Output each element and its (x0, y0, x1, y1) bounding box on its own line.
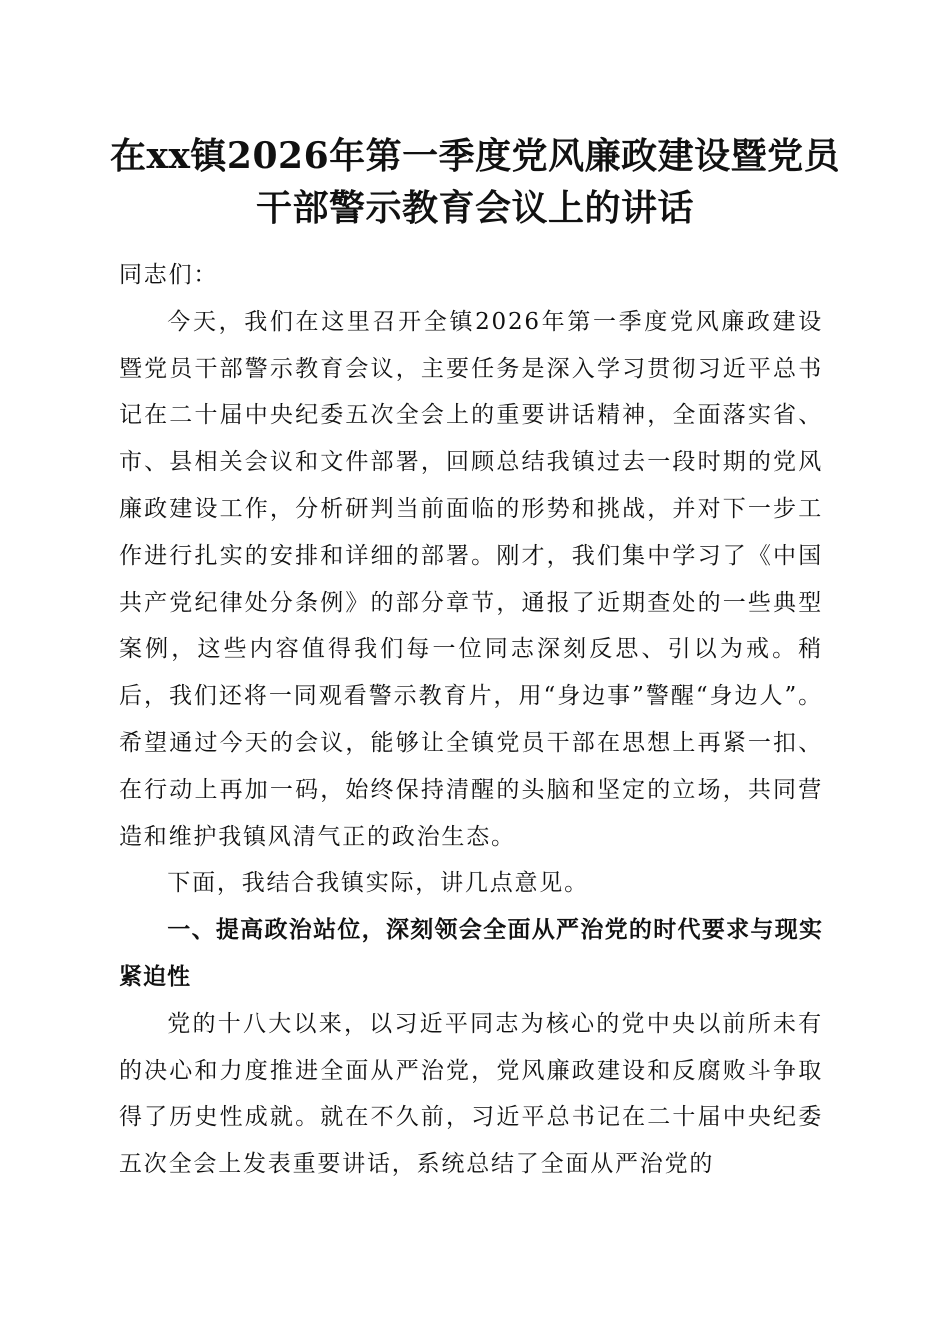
salutation: 同志们： (119, 262, 219, 288)
section-heading: 一、提高政治站位，深刻领会全面从严治党的时代要求与现实紧迫性 (119, 917, 823, 990)
document-body (119, 252, 823, 1188)
body-paragraph: 下面，我结合我镇实际，讲几点意见。 (167, 870, 589, 897)
document-title (110, 130, 840, 234)
body-paragraph: 党的十八大以来，以习近平同志为核心的党中央以前所未有的决心和力度推进全面从严治党，党风廉政建设和反腐败斗争取得了历史性成就。就在不久前，习近平总书记在二十届中央纪委五次全会上发表重要讲话，系统总结了全面从严治党的 (119, 1010, 823, 1178)
title-line-2: 干部警示教育会议上的讲话 (255, 187, 694, 229)
title-line-1: 在xx镇2026年第一季度党风廉政建设暨党员 (110, 135, 841, 177)
body-paragraph: 今天，我们在这里召开全镇2026年第一季度党风廉政建设暨党员干部警示教育会议，主要任务是深入学习贯彻习近平总书记在二十届中央纪委五次全会上的重要讲话精神，全面落实省、市、县相关会议和文件部署，回顾总结我镇过去一段时期的党风廉政建设工作，分析研判当前面临的形势和挑战，并对下一步工作进行扎实的安排和详细的部署。刚才，我们集中学习了《中国共产党纪律处分条例》的部分章节，通报了近期查处的一些典型案例，这些内容值得我们每一位同志深刻反思、引以为戒。稍后，我们还将一同观看警示教育片，用“身边事”警醒“身边人”。希望通过今天的会议，能够让全镇党员干部在思想上再紧一扣、在行动上再加一码，始终保持清醒的头脑和坚定的立场，共同营造和维护我镇风清气正的政治生态。 (119, 308, 823, 850)
